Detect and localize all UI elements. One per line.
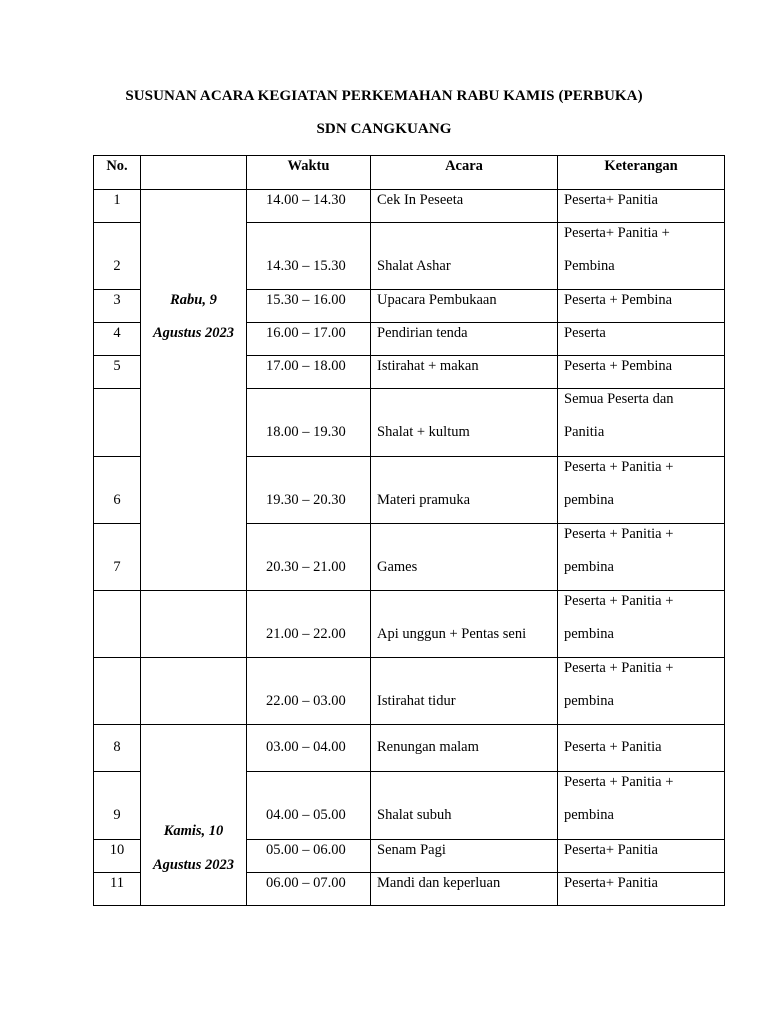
- note-cell: Peserta+ Panitia: [558, 872, 725, 905]
- activity-cell: Games: [371, 523, 558, 590]
- day-kamis-line2: Agustus 2023: [153, 857, 234, 873]
- time-cell: 03.00 – 04.00: [247, 725, 371, 772]
- note-cell: Peserta+ Panitia: [558, 839, 725, 872]
- time-cell: 04.00 – 05.00: [247, 772, 371, 839]
- time-cell: 22.00 – 03.00: [247, 658, 371, 725]
- time-cell: 14.30 – 15.30: [247, 223, 371, 290]
- note-cell: Peserta: [558, 323, 725, 356]
- note-cell: Peserta + Panitia: [558, 725, 725, 772]
- activity-cell: Istirahat + makan: [371, 356, 558, 389]
- row-number: 7: [94, 523, 141, 590]
- row-number: 8: [94, 725, 141, 772]
- day-kamis: [141, 725, 247, 906]
- time-cell: 06.00 – 07.00: [247, 872, 371, 905]
- table-header-row: [94, 156, 725, 190]
- note-cell: Peserta+ Panitia: [558, 190, 725, 223]
- header-no: No.: [94, 156, 141, 190]
- table-row: [94, 658, 725, 725]
- activity-cell: Api unggun + Pentas seni: [371, 591, 558, 658]
- table-row: [94, 725, 725, 772]
- time-cell: 21.00 – 22.00: [247, 591, 371, 658]
- day-empty: [141, 591, 247, 658]
- note-cell: Peserta + Pembina: [558, 290, 725, 323]
- activity-cell: Shalat subuh: [371, 772, 558, 839]
- time-cell: 05.00 – 06.00: [247, 839, 371, 872]
- row-number: 2: [94, 223, 141, 290]
- header-keterangan: Keterangan: [558, 156, 725, 190]
- time-cell: 20.30 – 21.00: [247, 523, 371, 590]
- header-waktu: Waktu: [247, 156, 371, 190]
- row-number: [94, 658, 141, 725]
- note-cell: Peserta + Panitia + pembina: [558, 658, 725, 725]
- time-cell: 14.00 – 14.30: [247, 190, 371, 223]
- activity-cell: Cek In Peseeta: [371, 190, 558, 223]
- note-cell: Peserta + Panitia + pembina: [558, 591, 725, 658]
- note-cell: Peserta + Panitia + pembina: [558, 523, 725, 590]
- activity-cell: Materi pramuka: [371, 456, 558, 523]
- time-cell: 18.00 – 19.30: [247, 389, 371, 456]
- table-row: [94, 190, 725, 223]
- row-number: 1: [94, 190, 141, 223]
- activity-cell: Shalat + kultum: [371, 389, 558, 456]
- note-cell: Peserta+ Panitia + Pembina: [558, 223, 725, 290]
- time-cell: 19.30 – 20.30: [247, 456, 371, 523]
- day-empty: [141, 658, 247, 725]
- row-number: 5: [94, 356, 141, 389]
- header-day: [141, 156, 247, 190]
- time-cell: 15.30 – 16.00: [247, 290, 371, 323]
- document-title: SUSUNAN ACARA KEGIATAN PERKEMAHAN RABU KAMIS (PERBUKA): [125, 88, 643, 104]
- day-rabu: [141, 190, 247, 591]
- activity-cell: Mandi dan keperluan: [371, 872, 558, 905]
- day-rabu-line2: Agustus 2023: [153, 325, 234, 341]
- header-acara: Acara: [371, 156, 558, 190]
- row-number: 3: [94, 290, 141, 323]
- row-number: [94, 591, 141, 658]
- table-row: [94, 591, 725, 658]
- row-number: 10: [94, 839, 141, 872]
- schedule-table: [93, 155, 725, 906]
- row-number: [94, 389, 141, 456]
- activity-cell: Pendirian tenda: [371, 323, 558, 356]
- row-number: 6: [94, 456, 141, 523]
- row-number: 4: [94, 323, 141, 356]
- day-rabu-line1: Rabu, 9: [170, 292, 217, 308]
- row-number: 9: [94, 772, 141, 839]
- time-cell: 16.00 – 17.00: [247, 323, 371, 356]
- document-subtitle: SDN CANGKUANG: [316, 121, 452, 137]
- note-cell: Semua Peserta dan Panitia: [558, 389, 725, 456]
- activity-cell: Upacara Pembukaan: [371, 290, 558, 323]
- note-cell: Peserta + Pembina: [558, 356, 725, 389]
- activity-cell: Senam Pagi: [371, 839, 558, 872]
- day-kamis-line1: Kamis, 10: [163, 823, 224, 839]
- time-cell: 17.00 – 18.00: [247, 356, 371, 389]
- activity-cell: Shalat Ashar: [371, 223, 558, 290]
- row-number: 11: [94, 872, 141, 905]
- activity-cell: Istirahat tidur: [371, 658, 558, 725]
- activity-cell: Renungan malam: [371, 725, 558, 772]
- note-cell: Peserta + Panitia + pembina: [558, 456, 725, 523]
- note-cell: Peserta + Panitia + pembina: [558, 772, 725, 839]
